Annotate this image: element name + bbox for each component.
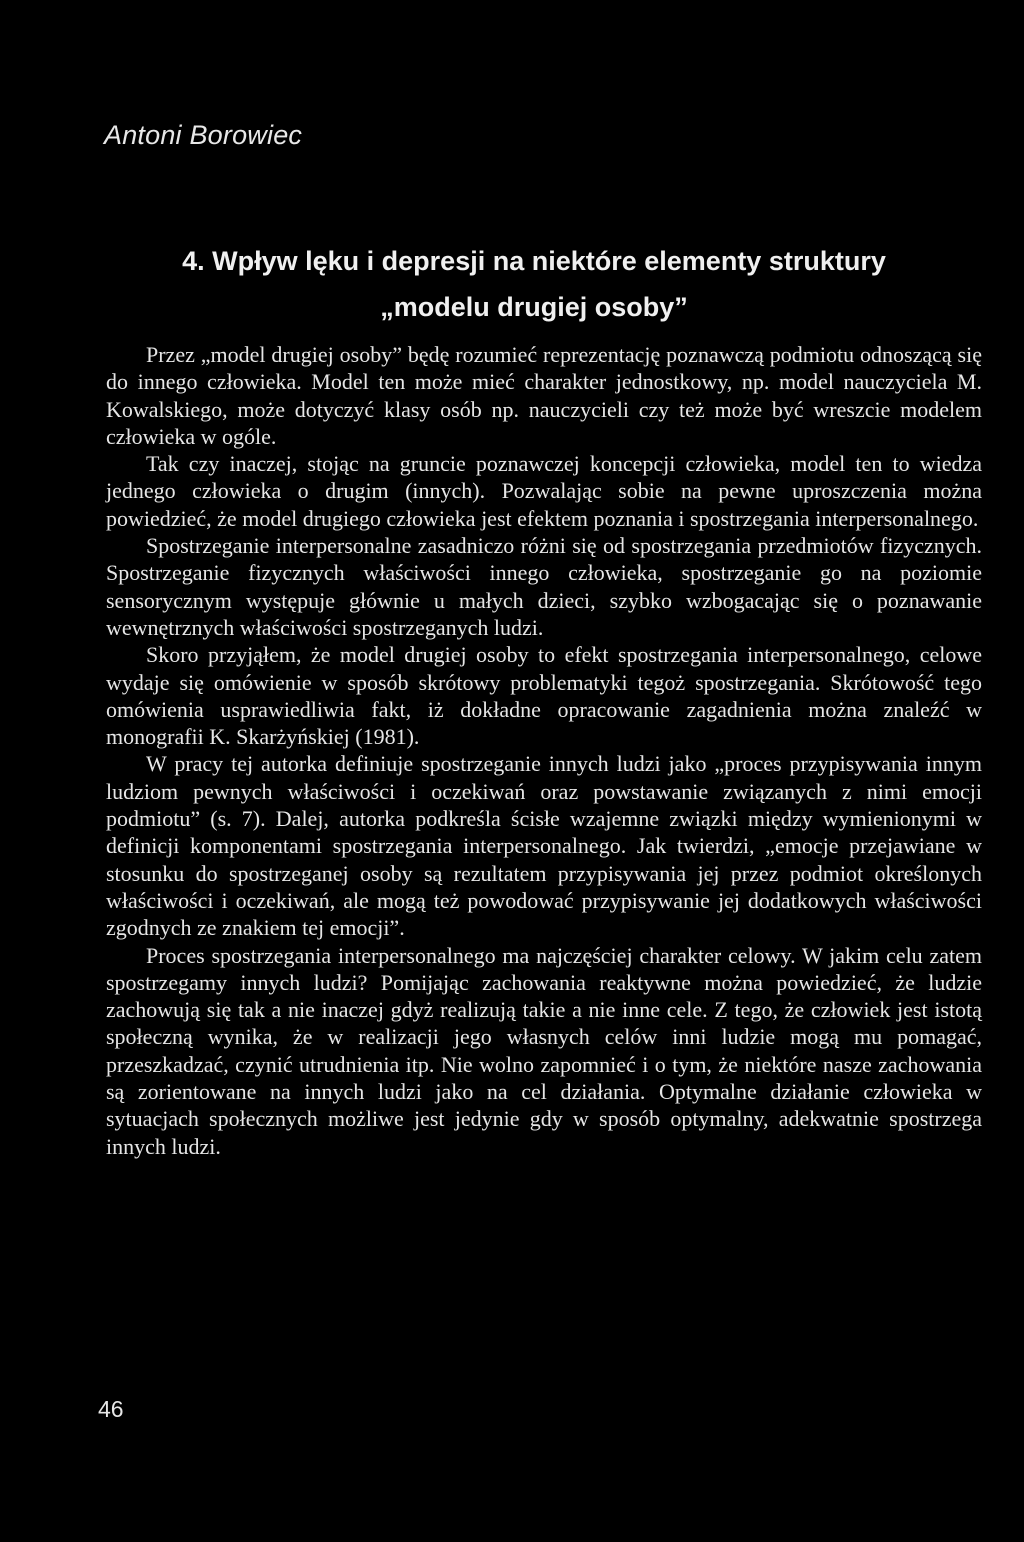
running-header-author: Antoni Borowiec: [104, 120, 303, 150]
body-text: [106, 341, 982, 1160]
paragraph: Przez „model drugiej osoby” będę rozumieć reprezentację poznawczą podmiotu odnoszącą się do innego człowieka. Model ten może mieć charakter jednostkowy, np. model nauczyciela M. Kowalskiego, może dotyczyć klasy osób np. nauczycieli czy też może być wreszcie modelem człowieka w ogóle.: [106, 342, 982, 449]
paragraph: Spostrzeganie interpersonalne zasadniczo różni się od spostrzegania przedmiotów fizycznych. Spostrzeganie fizycznych właściwości innego człowieka, spostrzeganie go na poziomie sensorycznym występuje głównie u małych dzieci, szybko wzbogacając się o poznawanie wewnętrznych właściwości spostrzeganych ludzi.: [106, 533, 982, 640]
paragraph: Skoro przyjąłem, że model drugiej osoby to efekt spostrzegania interpersonalnego, celowe wydaje się omówienie w sposób skrótowy problematyki tegoż spostrzegania. Skrótowość tego omówienia usprawiedliwia fakt, iż dokładne opracowanie zagadnienia można znaleźć w monografii K. Skarżyńskiej (1981).: [106, 642, 982, 750]
page-number: 46: [98, 1396, 124, 1422]
section-heading-line-1: 4. Wpływ lęku i depresji na niektóre elementy struktury: [182, 246, 886, 276]
paragraph: Tak czy inaczej, stojąc na gruncie poznawczej koncepcji człowieka, model ten to wiedza jednego człowieka o drugim (innych). Pozwalając sobie na pewne uproszczenia można powiedzieć, że model drugiego człowieka jest efektem poznania i spostrzegania interpersonalnego.: [106, 451, 982, 531]
paragraph: W pracy tej autorka definiuje spostrzeganie innych ludzi jako „proces przypisywania innym ludziom pewnych właściwości i oczekiwań oraz powstawanie związanych z nimi emocji podmiotu” (s. 7). Dalej, autorka podkreśla ścisłe wzajemne związki między wymienionymi w definicji komponentami spostrzegania interpersonalnego. Jak twierdzi, „emocje przejawiane w stosunku do spostrzeganej osoby są rezultatem przypisywania jej przez podmiot określonych właściwości i oczekiwań, ale mogą też powodować przypisywanie jej dodatkowych właściwości zgodnych ze znakiem tej emocji”.: [106, 751, 982, 941]
section-heading-line-2: „modelu drugiej osoby”: [380, 292, 688, 322]
section-heading: [104, 238, 964, 330]
paragraph: Proces spostrzegania interpersonalnego ma najczęściej charakter celowy. W jakim celu zatem spostrzegamy innych ludzi? Pomijając zachowania reaktywne można powiedzieć, że ludzie zachowują się tak a nie inaczej gdyż realizują takie a nie inne cele. Z tego, że człowiek jest istotą społeczną wynika, że w realizacji jego własnych celów inni ludzie mogą mu pomagać, przeszkadzać, czynić utrudnienia itp. Nie wolno zapomnieć i o tym, że niektóre nasze zachowania są zorientowane na innych ludzi jako na cel działania. Optymalne działanie człowieka w sytuacjach społecznych możliwe jest jedynie gdy w sposób optymalny, adekwatnie spostrzega innych ludzi.: [106, 942, 982, 1159]
